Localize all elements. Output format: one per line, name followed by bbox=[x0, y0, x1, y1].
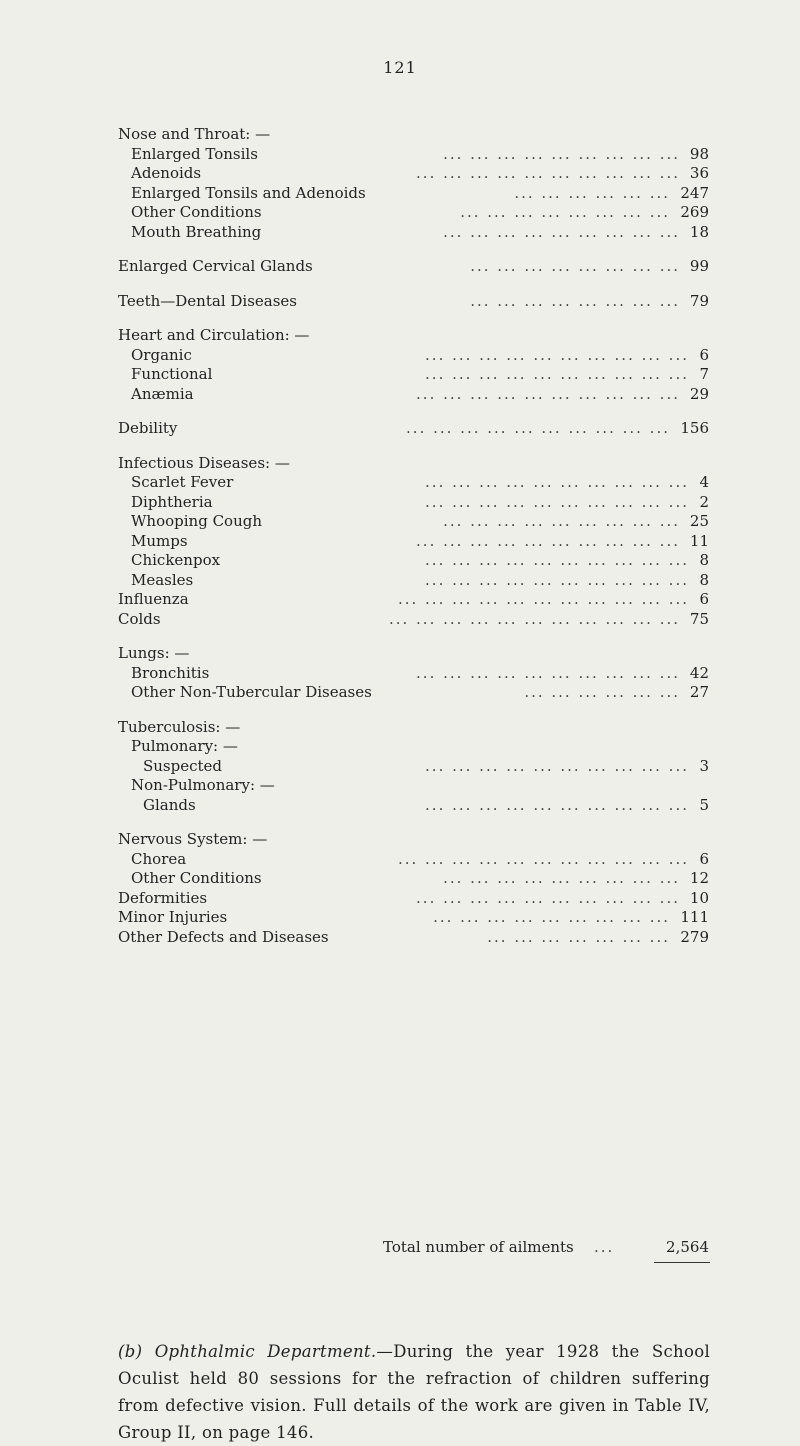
dot-leader: ... ... ... ... ... ... ... ... bbox=[470, 257, 680, 275]
ailment-label: Colds bbox=[118, 609, 161, 628]
dot-leader: ... ... ... ... ... ... ... ... ... ... bbox=[416, 888, 680, 907]
dot-leader: ... ... ... ... ... ... ... ... ... ... bbox=[425, 365, 689, 383]
section-heading: Lungs: — bbox=[118, 644, 190, 662]
ailment-count: 10 bbox=[689, 888, 709, 907]
dot-leader: ... ... ... ... ... ... ... ... ... bbox=[443, 869, 680, 887]
ailment-label: Organic bbox=[131, 345, 192, 364]
section-heading: Nose and Throat: — bbox=[118, 125, 271, 143]
ailment-label: Bronchitis bbox=[131, 663, 210, 682]
ailment-count: 6 bbox=[699, 345, 709, 364]
dot-leader: ... ... ... ... ... ... ... ... ... ... bbox=[406, 419, 670, 437]
dot-leader: ... ... ... ... ... ... ... ... bbox=[460, 203, 670, 221]
ailment-count: 2 bbox=[699, 492, 709, 511]
ailment-count: 5 bbox=[699, 795, 709, 814]
dot-leader: ... ... ... ... ... ... ... ... ... ... ... bbox=[397, 849, 689, 868]
ailment-count: 279 bbox=[680, 927, 709, 946]
ailment-label: Influenza bbox=[118, 590, 189, 608]
dot-leader: ... ... ... ... ... ... ... ... bbox=[470, 291, 680, 310]
ailment-row bbox=[0, 290, 800, 312]
dot-leader: ... ... ... ... ... ... ... ... ... bbox=[443, 144, 680, 163]
dot-leader: ... ... ... ... ... ... ... ... ... ... bbox=[425, 570, 689, 589]
ailment-label: Enlarged Tonsils and Adenoids bbox=[131, 183, 366, 202]
ailment-row bbox=[0, 794, 800, 816]
ailment-count: 8 bbox=[699, 570, 709, 589]
dot-leader: ... ... ... ... ... ... bbox=[524, 683, 680, 701]
dot-leader: ... ... ... ... ... ... ... ... ... ... bbox=[425, 492, 689, 511]
section-heading: Non-Pulmonary: — bbox=[131, 776, 275, 794]
ailment-label: Mouth Breathing bbox=[131, 222, 262, 241]
ailment-label: Other Non-Tubercular Diseases bbox=[131, 683, 372, 701]
ailment-count: 29 bbox=[689, 384, 709, 403]
dot-leader: ... ... ... ... ... ... ... ... ... ... bbox=[425, 795, 689, 814]
paragraph-heading: Ophthalmic Department. bbox=[154, 1342, 377, 1361]
ailment-label: Adenoids bbox=[131, 164, 202, 182]
ophthalmic-paragraph bbox=[118, 1338, 710, 1446]
ailment-label: Other Conditions bbox=[131, 869, 262, 887]
ailment-label: Measles bbox=[131, 570, 194, 589]
ailment-count: 3 bbox=[699, 756, 709, 775]
dot-leader: ... ... ... ... ... ... ... ... ... ... bbox=[416, 164, 680, 182]
ailment-label: Diphtheria bbox=[131, 492, 213, 511]
ailment-count: 18 bbox=[689, 222, 709, 241]
total-leader: ... bbox=[594, 1238, 615, 1256]
dot-leader: ... ... ... ... ... ... ... ... ... bbox=[443, 512, 680, 530]
ailment-row bbox=[0, 255, 800, 277]
section-heading: Nervous System: — bbox=[118, 830, 268, 848]
dot-leader: ... ... ... ... ... ... ... ... ... bbox=[443, 222, 680, 241]
dot-leader: ... ... ... ... ... ... ... ... ... ... bbox=[425, 345, 689, 364]
ailment-label: Other Defects and Diseases bbox=[118, 927, 329, 946]
ailment-label: Mumps bbox=[131, 531, 188, 550]
ailment-label: Scarlet Fever bbox=[131, 473, 234, 491]
section-heading: Infectious Diseases: — bbox=[118, 453, 290, 472]
ailment-count: 12 bbox=[689, 869, 709, 887]
ailment-label: Functional bbox=[131, 365, 213, 383]
dot-leader: ... ... ... ... ... ... ... bbox=[487, 927, 670, 946]
ailment-count: 6 bbox=[699, 849, 709, 868]
ailment-row bbox=[0, 926, 800, 948]
ailment-label: Chorea bbox=[131, 849, 187, 868]
ailment-count: 36 bbox=[689, 164, 709, 182]
ailment-label: Anæmia bbox=[131, 384, 194, 403]
ailment-label: Enlarged Cervical Glands bbox=[118, 257, 313, 275]
ailment-label: Debility bbox=[118, 419, 178, 437]
ailment-label: Glands bbox=[143, 795, 196, 814]
dot-leader: ... ... ... ... ... ... ... ... ... ... bbox=[416, 384, 680, 403]
ailment-row bbox=[0, 608, 800, 630]
dot-leader: ... ... ... ... ... ... ... ... ... bbox=[433, 908, 670, 926]
section-heading: Tuberculosis: — bbox=[118, 717, 241, 736]
ailment-row bbox=[0, 417, 800, 439]
ailment-label: Whooping Cough bbox=[131, 512, 263, 530]
ailment-count: 79 bbox=[689, 291, 709, 310]
ailment-label: Suspected bbox=[143, 756, 223, 775]
ailment-count: 8 bbox=[699, 551, 709, 569]
total-underline bbox=[654, 1262, 710, 1263]
ailment-count: 7 bbox=[699, 365, 709, 383]
ailment-count: 4 bbox=[699, 473, 709, 491]
ailment-count: 156 bbox=[680, 419, 709, 437]
ailment-row bbox=[0, 221, 800, 243]
ailment-count: 247 bbox=[680, 183, 709, 202]
ailment-count: 75 bbox=[689, 609, 709, 628]
dot-leader: ... ... ... ... ... ... ... ... ... ... bbox=[416, 663, 680, 682]
ailment-count: 11 bbox=[689, 531, 709, 550]
dot-leader: ... ... ... ... ... ... ... ... ... ... bbox=[425, 551, 689, 569]
paragraph-marker: (b) bbox=[118, 1342, 143, 1361]
ailment-count: 111 bbox=[680, 908, 709, 926]
ailment-label: Teeth—Dental Diseases bbox=[118, 291, 297, 310]
ailment-count: 269 bbox=[680, 203, 709, 221]
section-heading: Pulmonary: — bbox=[131, 737, 238, 755]
ailment-row bbox=[0, 383, 800, 405]
dot-leader: ... ... ... ... ... ... ... ... ... ... ... bbox=[388, 609, 680, 628]
ailment-label: Enlarged Tonsils bbox=[131, 144, 258, 163]
ailment-count: 27 bbox=[689, 683, 709, 701]
dot-leader: ... ... ... ... ... ... ... ... ... ... ... bbox=[397, 590, 689, 608]
ailment-count: 6 bbox=[699, 590, 709, 608]
page-number: 121 bbox=[383, 58, 417, 77]
ailment-label: Deformities bbox=[118, 888, 208, 907]
total-label: Total number of ailments bbox=[383, 1238, 574, 1256]
ailment-count: 25 bbox=[689, 512, 709, 530]
total-value: 2,564 bbox=[666, 1238, 709, 1256]
total-row bbox=[0, 1236, 800, 1258]
dot-leader: ... ... ... ... ... ... bbox=[514, 183, 670, 202]
ailment-count: 42 bbox=[689, 663, 709, 682]
dot-leader: ... ... ... ... ... ... ... ... ... ... bbox=[425, 473, 689, 491]
paragraph-text: —During the year 1928 the School Oculist held 80 sessions for the refraction of children suffering from defective vision. Full details of the work are given in Table IV, Group II, on page 146. bbox=[118, 1342, 711, 1442]
ailment-count: 99 bbox=[689, 257, 709, 275]
ailment-label: Chickenpox bbox=[131, 551, 221, 569]
ailment-label: Minor Injuries bbox=[118, 908, 228, 926]
ailment-row bbox=[0, 681, 800, 703]
section-heading: Heart and Circulation: — bbox=[118, 326, 310, 344]
dot-leader: ... ... ... ... ... ... ... ... ... ... bbox=[425, 756, 689, 775]
ailment-count: 98 bbox=[689, 144, 709, 163]
ailment-label: Other Conditions bbox=[131, 203, 262, 221]
dot-leader: ... ... ... ... ... ... ... ... ... ... bbox=[416, 531, 680, 550]
